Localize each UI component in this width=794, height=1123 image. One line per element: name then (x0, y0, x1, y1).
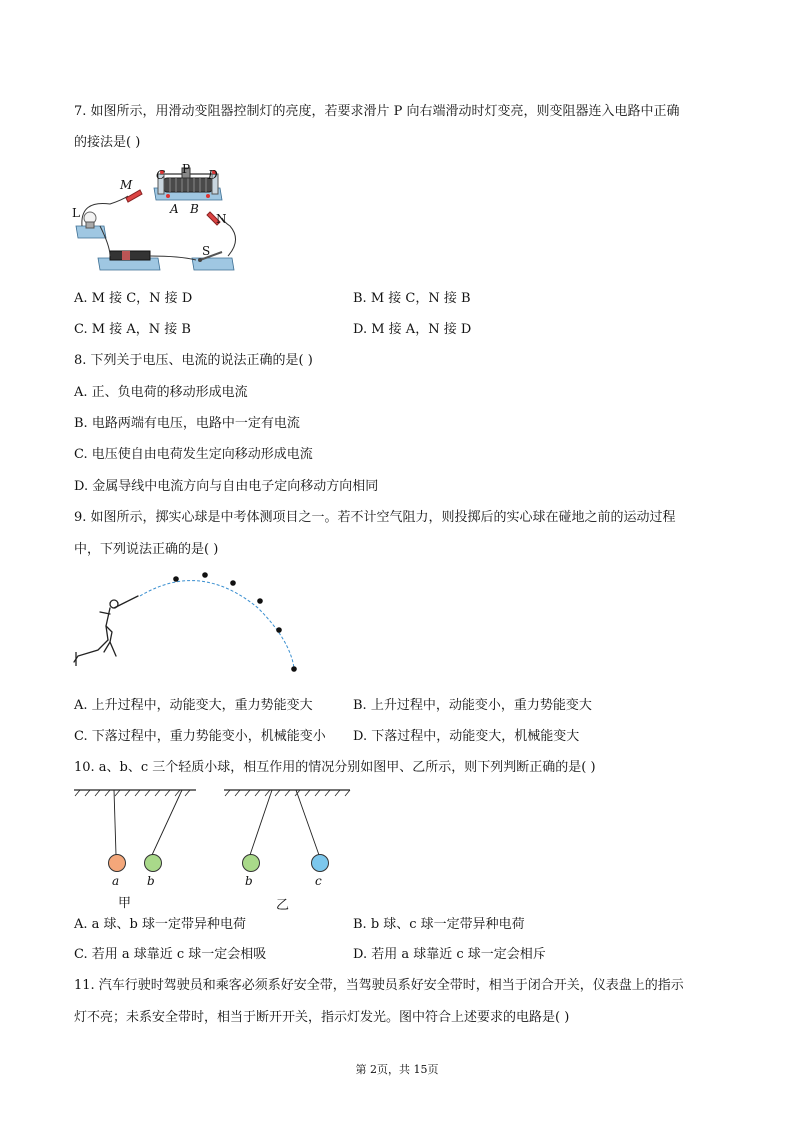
ball-b-jia (144, 854, 162, 872)
q10-option-d: D. 若用 a 球靠近 c 球一定会相斥 (353, 947, 546, 962)
label-P: P (182, 162, 191, 176)
label-a: a (112, 874, 120, 888)
q8-option-d: D. 金属导线中电流方向与自由电子定向移动方向相同 (74, 479, 379, 494)
q9-option-c: C. 下落过程中，重力势能变小，机械能变小 (74, 729, 326, 744)
label-c: c (315, 874, 322, 888)
label-S: S (202, 244, 211, 258)
label-jia: 甲 (118, 896, 132, 911)
label-L: L (72, 206, 80, 220)
ball-a-jia (108, 854, 126, 872)
q11-stem-line1: 11. 汽车行驶时驾驶员和乘客必须系好安全带，当驾驶员系好安全带时，相当于闭合开关，仪表盘上的指示 (74, 978, 684, 993)
q9-option-d: D. 下落过程中，动能变大，机械能变大 (353, 729, 580, 744)
q9-option-b: B. 上升过程中，动能变小，重力势能变大 (353, 698, 592, 713)
label-C: C (156, 168, 166, 182)
charged-balls-figure (70, 782, 360, 913)
label-b-jia: b (147, 874, 155, 888)
label-b-yi: b (245, 874, 253, 888)
shot-put-trajectory-figure (70, 568, 310, 680)
q8-option-a: A. 正、负电荷的移动形成电流 (74, 385, 248, 400)
page-footer: 第 2页，共 15页 (355, 1063, 439, 1076)
q8-stem: 8. 下列关于电压、电流的说法正确的是( ) (74, 353, 313, 368)
q8-option-c: C. 电压使自由电荷发生定向移动形成电流 (74, 447, 313, 462)
q10-stem: 10. a、b、c 三个轻质小球，相互作用的情况分别如图甲、乙所示，则下列判断正确的是( ) (74, 760, 596, 775)
q10-option-a: A. a 球、b 球一定带异种电荷 (74, 917, 246, 932)
ball-c-yi (311, 854, 329, 872)
rheostat-circuit-figure (70, 160, 250, 280)
q9-option-a: A. 上升过程中，动能变大，重力势能变大 (74, 698, 313, 713)
q7-option-a: A. M 接 C，N 接 D (74, 291, 193, 306)
label-D: D (208, 168, 218, 182)
q7-option-b: B. M 接 C，N 接 B (353, 291, 471, 306)
q7-stem-line2: 的接法是( ) (74, 135, 141, 150)
q9-stem-line2: 中，下列说法正确的是( ) (74, 542, 219, 557)
label-yi: 乙 (276, 898, 290, 913)
label-N: N (216, 212, 227, 226)
q8-option-b: B. 电路两端有电压，电路中一定有电流 (74, 416, 300, 431)
q10-option-b: B. b 球、c 球一定带异种电荷 (353, 917, 525, 932)
q7-option-d: D. M 接 A，N 接 D (353, 322, 472, 337)
q9-stem-line1: 9. 如图所示，掷实心球是中考体测项目之一。若不计空气阻力，则投掷后的实心球在碰地之前的运动过程 (74, 510, 676, 525)
label-A: A (170, 202, 179, 216)
label-M: M (120, 178, 133, 192)
label-B: B (190, 202, 199, 216)
q10-option-c: C. 若用 a 球靠近 c 球一定会相吸 (74, 947, 267, 962)
ball-b-yi (242, 854, 260, 872)
q11-stem-line2: 灯不亮；未系安全带时，相当于断开开关，指示灯发光。图中符合上述要求的电路是( ) (74, 1010, 570, 1025)
q7-option-c: C. M 接 A，N 接 B (74, 322, 191, 337)
q7-stem-line1: 7. 如图所示，用滑动变阻器控制灯的亮度，若要求滑片 P 向右端滑动时灯变亮，则变阻器连入电路中正确 (74, 104, 680, 119)
